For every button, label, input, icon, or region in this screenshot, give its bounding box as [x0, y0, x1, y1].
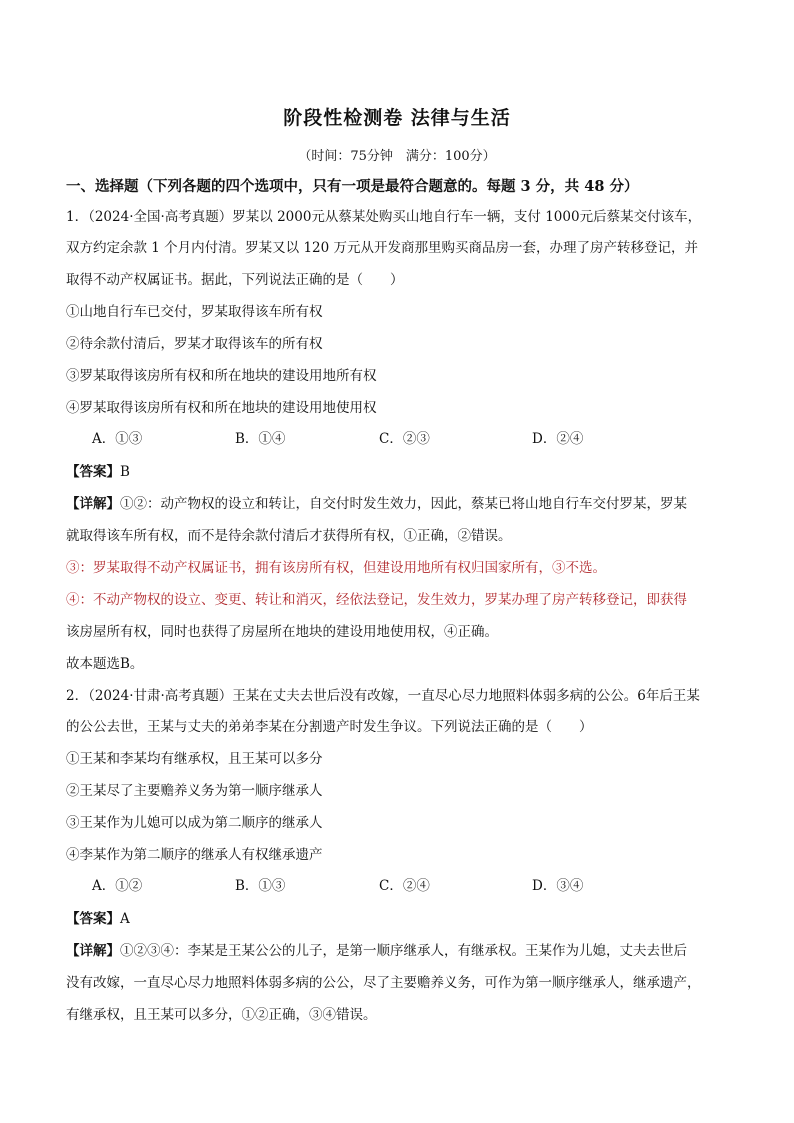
q1-option-c: C．②③	[379, 431, 430, 447]
q2-option-a: A．①②	[92, 878, 143, 894]
q2-option-b: B．①③	[235, 878, 286, 894]
q2-detail-line-1	[66, 941, 726, 961]
answer-tag: 【答案】	[66, 464, 120, 480]
q2-item-4: ④李某作为第二顺序的继承人有权继承遗产	[66, 847, 323, 863]
q1-answer	[66, 462, 726, 482]
detail-text: ①②③④：李某是王某公公的儿子，是第一顺序继承人，有继承权。王某作为儿媳，丈夫去世后	[120, 943, 687, 959]
q1-detail-line-1	[66, 494, 726, 514]
q1-option-b: B．①④	[235, 431, 286, 447]
q1-item-2: ②待余款付清后，罗某才取得该车的所有权	[66, 336, 323, 352]
q1-stem-line-1: 1．（2024·全国·高考真题）罗某以 2000元从蔡某处购买山地自行车一辆，支付 1000元后蔡某交付该车，	[66, 209, 702, 225]
q1-stem-line-3: 取得不动产权属证书。据此，下列说法正确的是（ ）	[66, 272, 404, 288]
q2-option-c: C．②④	[379, 878, 430, 894]
q1-detail-line-2: 就取得该车所有权，而不是待余款付清后才获得所有权，①正确，②错误。	[66, 528, 512, 544]
detail-tag: 【详解】	[66, 496, 120, 512]
q2-stem-line-1: 2．（2024·甘肃·高考真题）王某在丈夫去世后没有改嫁，一直尽心尽力地照料体弱多病的公公。6年后王某	[66, 688, 700, 704]
answer-value: B	[120, 464, 130, 480]
q1-option-d: D．②④	[532, 431, 584, 447]
q2-option-d: D．③④	[532, 878, 584, 894]
answer-tag: 【答案】	[66, 911, 120, 927]
q2-answer	[66, 909, 726, 929]
q1-stem-line-2: 双方约定余款 1 个月内付清。罗某又以 120 万元从开发商那里购买商品房一套，办理了房产转移登记，并	[66, 240, 699, 256]
q2-detail-line-3: 有继承权，且王某可以多分，①②正确，③④错误。	[66, 1007, 377, 1023]
q2-item-3: ③王某作为儿媳可以成为第二顺序的继承人	[66, 815, 323, 831]
answer-value: A	[120, 911, 130, 927]
section-heading: 一、选择题（下列各题的四个选项中，只有一项是最符合题意的。每题 3 分，共 48 分）	[66, 178, 639, 195]
q1-detail-red-2: ④：不动产物权的设立、变更、转让和消灭，经依法登记，发生效力，罗某办理了房产转移登记，即获得	[66, 592, 687, 608]
q1-item-3: ③罗某取得该房所有权和所在地块的建设用地所有权	[66, 368, 377, 384]
q1-item-4: ④罗某取得该房所有权和所在地块的建设用地使用权	[66, 400, 377, 416]
q1-conclusion: 故本题选B。	[66, 656, 144, 672]
q2-item-1: ①王某和李某均有继承权，且王某可以多分	[66, 751, 323, 767]
q1-detail-red-1: ③：罗某取得不动产权属证书，拥有该房所有权，但建设用地所有权归国家所有，③不选。	[66, 560, 606, 576]
q1-item-1: ①山地自行车已交付，罗某取得该车所有权	[66, 304, 323, 320]
q2-detail-line-2: 没有改嫁，一直尽心尽力地照料体弱多病的公公，尽了主要赡养义务，可作为第一顺序继承人，继承遗产，	[66, 975, 701, 991]
exam-info: （时间：75分钟 满分：100分）	[298, 149, 496, 164]
q1-detail-line-3: 该房屋所有权，同时也获得了房屋所在地块的建设用地使用权，④正确。	[66, 624, 498, 640]
q2-stem-line-2: 的公公去世，王某与丈夫的弟弟李某在分割遗产时发生争议。下列说法正确的是（ ）	[66, 719, 593, 735]
q2-item-2: ②王某尽了主要赡养义务为第一顺序继承人	[66, 783, 323, 799]
detail-text: ①②：动产物权的设立和转让，自交付时发生效力，因此，蔡某已将山地自行车交付罗某，罗某	[120, 496, 687, 512]
detail-tag: 【详解】	[66, 943, 120, 959]
page-title: 阶段性检测卷 法律与生活	[283, 107, 511, 129]
q1-option-a: A．①③	[92, 431, 143, 447]
